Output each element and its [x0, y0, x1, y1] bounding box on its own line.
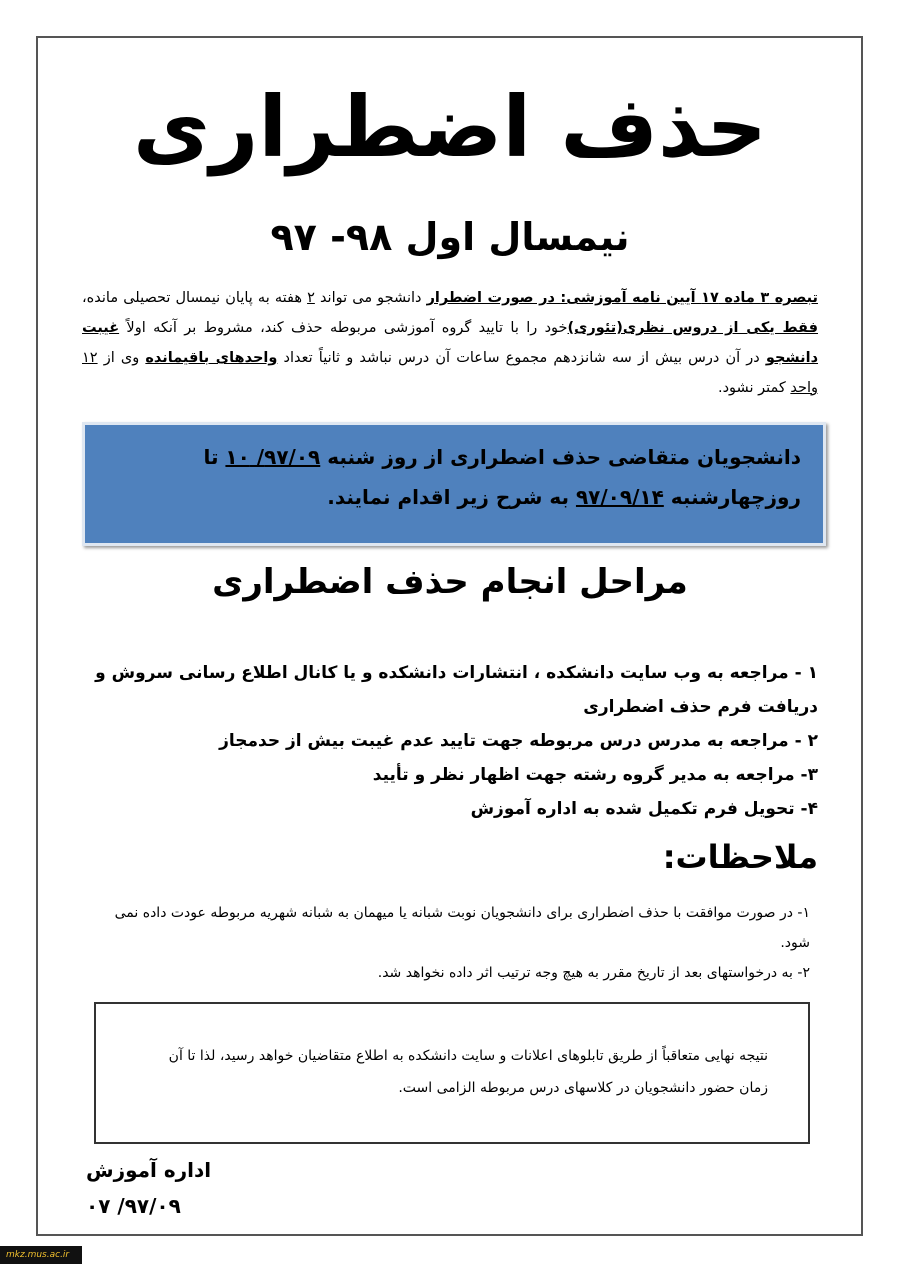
office-name: اداره آموزش	[86, 1158, 212, 1182]
signature-date: ۹۷/۰۹/ ۰۷	[86, 1194, 181, 1218]
step-item: ۲ - مراجعه به مدرس درس مربوطه جهت تایید عدم غیبت بیش از حدمجاز	[219, 731, 818, 751]
date-range-notice: دانشجویان متقاضی حذف اضطراری از روز شنبه ۹۷/۰۹/ ۱۰ تا روزچهارشنبه ۹۷/۰۹/۱۴ به شرح زیر اقدام نمایند.	[82, 422, 826, 546]
step-item: ۴- تحویل فرم تکمیل شده به اداره آموزش	[470, 799, 818, 819]
final-result-box: نتیجه نهایی متعاقباً از طریق تابلوهای اعلانات و سایت دانشکده به اطلاع متقاضیان خواهد رسید، لذا تا آن زمان حضور دانشجویان در کلاسهای درس مربوطه الزامی است.	[94, 1002, 810, 1144]
step-item: ۱ - مراجعه به وب سایت دانشکده ، انتشارات دانشکده و یا کانال اطلاع رسانی سروش و دریافت فرم حذف اضطراری	[95, 663, 818, 717]
regulation-paragraph: تبصره ۳ ماده ۱۷ آیین نامه آموزشی: در صورت اضطرار دانشجو می تواند ۲ هفته به پایان نیمسال تحصیلی مانده، فقط یکی از دروس نظری(تئوری)خود را با تایید گروه آموزشی مربوطه حذف کند، مشروط بر آنکه اولاً غیبت دانشجو در آن درس بیش از سه شانزدهم مجموع ساعات آن درس نباشد و ثانیاً تعداد واحدهای باقیمانده وی از ۱۲ واحد کمتر نشود.	[82, 290, 819, 396]
steps-list	[82, 656, 818, 826]
remaining-units-condition: واحدهای باقیمانده	[145, 350, 278, 366]
end-date: ۹۷/۰۹/۱۴	[575, 485, 664, 509]
note-item: ۲- به درخواستهای بعد از تاریخ مقرر به هیچ وجه ترتیب اثر داده نخواهد شد.	[377, 965, 810, 981]
absence-condition: غیبت دانشجو	[82, 320, 819, 366]
start-date: ۹۷/۰۹/ ۱۰	[225, 445, 321, 469]
site-watermark[interactable]: mkz.mus.ac.ir	[0, 1246, 82, 1264]
page-title: حذف اضطراری	[132, 78, 768, 176]
steps-heading: مراحل انجام حذف اضطراری	[212, 562, 688, 602]
note-item: ۱- در صورت موافقت با حذف اضطراری برای دانشجویان نوبت شبانه یا میهمان به شبانه شهریه مربوطه عودت داده نمی شود.	[114, 905, 810, 951]
step-item: ۳- مراجعه به مدیر گروه رشته جهت اظهار نظر و تأیید	[372, 765, 818, 785]
emergency-condition: در صورت اضطرار	[426, 290, 561, 306]
regulation-reference: تبصره ۳ ماده ۱۷ آیین نامه آموزشی:	[560, 290, 818, 306]
semester-subtitle: نیمسال اول ۹۸- ۹۷	[270, 215, 630, 259]
notes-list	[100, 898, 810, 988]
signature-block	[86, 1152, 286, 1224]
notes-heading: ملاحظات:	[662, 838, 818, 876]
theory-course-condition: فقط یکی از دروس نظری(تئوری)	[567, 320, 818, 336]
